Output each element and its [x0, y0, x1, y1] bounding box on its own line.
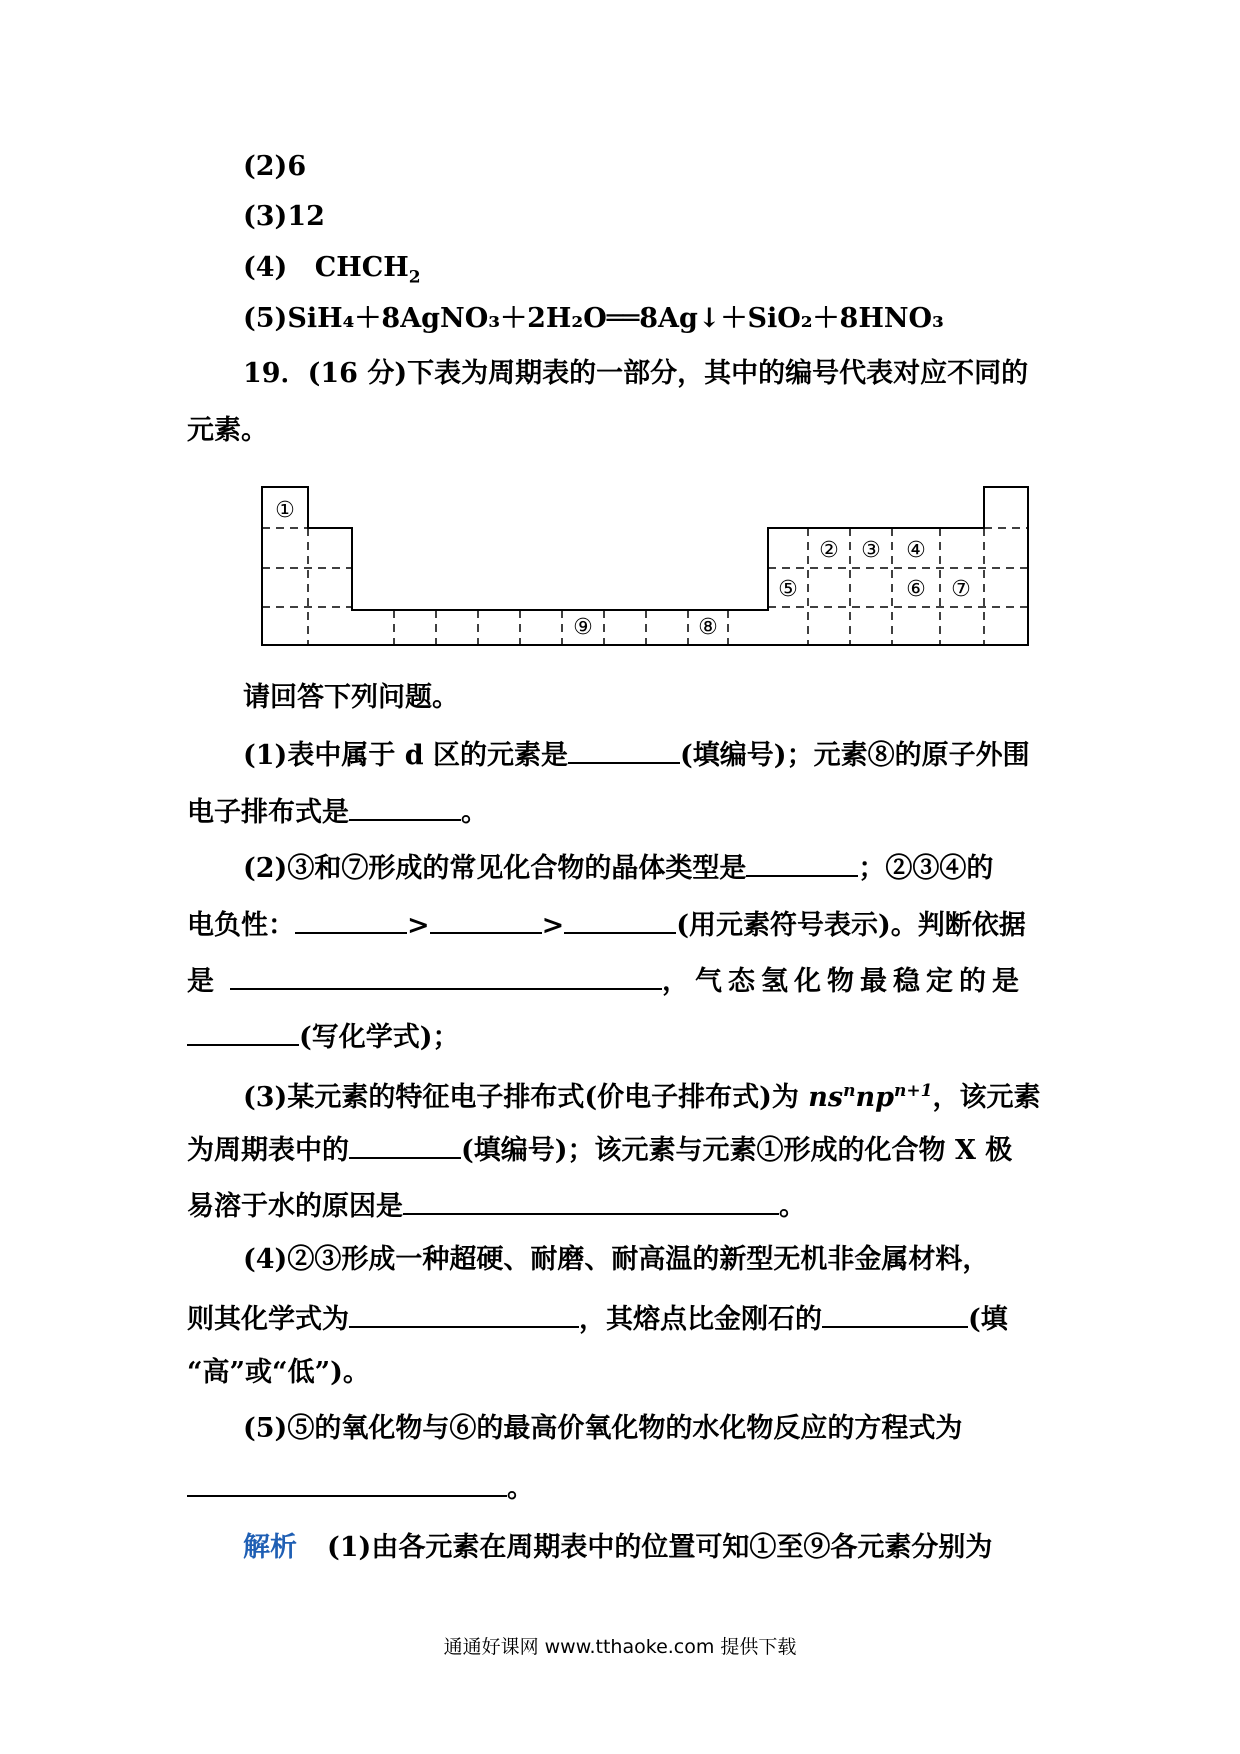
q5-line2: 。 — [187, 1469, 534, 1506]
answer-3: (3)12 — [243, 201, 325, 232]
q1-blank-2[interactable] — [349, 793, 461, 821]
q2-line2: 电负性： > > (用元素符号表示)。判断依据 — [187, 906, 1026, 943]
q5-line1: (5)⑤的氧化物与⑥的最高价氧化物的水化物反应的方程式为 — [243, 1413, 963, 1444]
cell-label-8: ⑧ — [698, 615, 718, 640]
cell-label-7: ⑦ — [951, 577, 971, 602]
q3-line1: (3)某元素的特征电子排布式(价电子排布式)为 $ns^nnp^{n+1}$，该元素 — [243, 1081, 1041, 1113]
q2-blank-3[interactable] — [430, 906, 542, 934]
analysis-line — [243, 1531, 992, 1565]
q2-blank-5[interactable] — [230, 962, 662, 990]
q2-blank-2[interactable] — [295, 906, 407, 934]
answer-5: (5)SiH₄＋8AgNO₃＋2H₂O══8Ag↓＋SiO₂＋8HNO₃ — [243, 303, 944, 334]
q2-blank-4[interactable] — [564, 906, 676, 934]
q4-line2: 则其化学式为 ，其熔点比金刚石的 (填 — [187, 1300, 1008, 1337]
cell-label-9: ⑨ — [573, 615, 593, 640]
q4-line3: “高”或“低”)。 — [187, 1357, 370, 1388]
periodic-table-fragment — [0, 0, 1240, 700]
q3-blank-2[interactable] — [403, 1187, 779, 1215]
question-title-line2: 元素。 — [187, 415, 268, 446]
analysis-label: 解析 — [243, 1532, 297, 1563]
answer-2: (2)6 — [243, 151, 307, 182]
q1-line2: 电子排布式是 。 — [187, 793, 488, 830]
answer-4-number: (4) — [243, 252, 288, 283]
q2-line3: 是 ，气态氢化物最稳定的是 — [187, 962, 1025, 999]
q2-line4: (写化学式)； — [187, 1018, 460, 1055]
cell-label-1: ① — [275, 498, 295, 523]
cell-label-3: ③ — [861, 538, 881, 563]
q4-blank-1[interactable] — [349, 1300, 579, 1328]
answer-4-formula: $CHCH_2$ — [314, 252, 421, 288]
q2-line1: (2)③和⑦形成的常见化合物的晶体类型是 ；②③④的 — [243, 849, 993, 886]
q1-blank-1[interactable] — [568, 736, 680, 764]
q4-blank-2[interactable] — [822, 1300, 968, 1328]
q3-line2: 为周期表中的 (填编号)；该元素与元素①形成的化合物 X 极 — [187, 1131, 1012, 1168]
cell-label-6: ⑥ — [906, 577, 926, 602]
question-title-line1: 19．(16 分)下表为周期表的一部分，其中的编号代表对应不同的 — [243, 358, 1029, 389]
cell-label-2: ② — [819, 538, 839, 563]
footer: 通通好课网 www.tthaoke.com 提供下载 — [443, 1636, 797, 1658]
q2-blank-1[interactable] — [746, 849, 858, 877]
q3-line3: 易溶于水的原因是 。 — [187, 1187, 806, 1224]
q2-blank-6[interactable] — [187, 1018, 299, 1046]
q4-line1: (4)②③形成一种超硬、耐磨、耐高温的新型无机非金属材料， — [243, 1244, 990, 1275]
cell-label-4: ④ — [906, 538, 926, 563]
q1-line1: (1)表中属于 d 区的元素是 (填编号)；元素⑧的原子外围 — [243, 736, 1030, 773]
cell-label-5: ⑤ — [778, 577, 798, 602]
prompt: 请回答下列问题。 — [243, 682, 459, 713]
q3-blank-1[interactable] — [349, 1131, 461, 1159]
analysis-text: (1)由各元素在周期表中的位置可知①至⑨各元素分别为 — [327, 1532, 993, 1563]
q5-blank-1[interactable] — [187, 1469, 507, 1497]
